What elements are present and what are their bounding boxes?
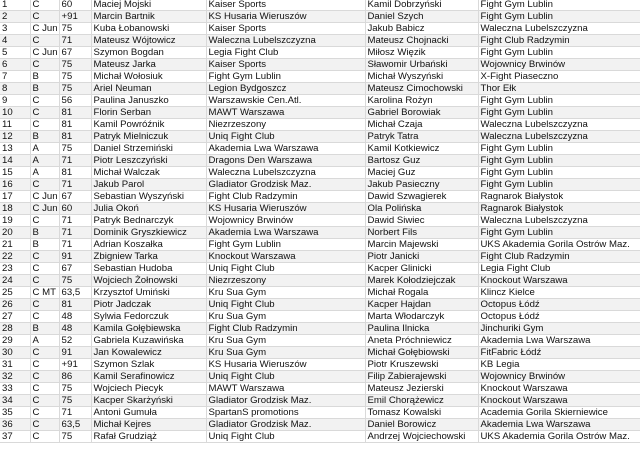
table-row[interactable] <box>0 263 640 275</box>
blue-fighter-cell[interactable]: Mateusz Cimochowski <box>365 83 478 95</box>
weight-cell[interactable]: 71 <box>59 227 91 239</box>
red-club-cell[interactable]: Uniq Fight Club <box>206 431 365 443</box>
red-club-cell[interactable]: Kaiser Sports <box>206 59 365 71</box>
table-row[interactable] <box>0 251 640 263</box>
red-fighter-cell[interactable]: Patryk Mielniczuk <box>91 131 206 143</box>
bout-number-cell[interactable]: 3 <box>0 23 30 35</box>
blue-club-cell[interactable]: Legia Fight Club <box>478 263 640 275</box>
blue-club-cell[interactable]: Klincz Kielce <box>478 287 640 299</box>
red-fighter-cell[interactable]: Krzysztof Umiński <box>91 287 206 299</box>
red-club-cell[interactable]: Gladiator Grodzisk Maz. <box>206 419 365 431</box>
bout-number-cell[interactable]: 28 <box>0 323 30 335</box>
red-fighter-cell[interactable]: Kacper Skarżyński <box>91 395 206 407</box>
class-cell[interactable]: C Jun <box>30 23 59 35</box>
blue-fighter-cell[interactable]: Michał Czaja <box>365 119 478 131</box>
red-fighter-cell[interactable]: Sebastian Hudoba <box>91 263 206 275</box>
bout-number-cell[interactable]: 36 <box>0 419 30 431</box>
weight-cell[interactable]: 60 <box>59 203 91 215</box>
table-row[interactable] <box>0 179 640 191</box>
table-row[interactable] <box>0 323 640 335</box>
red-club-cell[interactable]: Kru Sua Gym <box>206 287 365 299</box>
weight-cell[interactable]: +91 <box>59 11 91 23</box>
red-club-cell[interactable]: MAWT Warszawa <box>206 383 365 395</box>
bout-number-cell[interactable]: 9 <box>0 95 30 107</box>
bout-number-cell[interactable]: 29 <box>0 335 30 347</box>
blue-fighter-cell[interactable]: Patryk Tatra <box>365 131 478 143</box>
weight-cell[interactable]: 63,5 <box>59 419 91 431</box>
table-row[interactable] <box>0 59 640 71</box>
table-row[interactable] <box>0 419 640 431</box>
red-fighter-cell[interactable]: Szymon Bogdan <box>91 47 206 59</box>
blue-fighter-cell[interactable]: Kacper Hajdan <box>365 299 478 311</box>
blue-club-cell[interactable]: Knockout Warszawa <box>478 395 640 407</box>
blue-fighter-cell[interactable]: Marek Kołodziejczak <box>365 275 478 287</box>
blue-club-cell[interactable]: Fight Club Radzymin <box>478 251 640 263</box>
red-club-cell[interactable]: Wojownicy Brwinów <box>206 215 365 227</box>
table-row[interactable] <box>0 311 640 323</box>
blue-club-cell[interactable]: Fight Gym Lublin <box>478 95 640 107</box>
red-fighter-cell[interactable]: Kamila Gołębiewska <box>91 323 206 335</box>
blue-fighter-cell[interactable]: Miłosz Więzik <box>365 47 478 59</box>
table-row[interactable] <box>0 119 640 131</box>
weight-cell[interactable]: 67 <box>59 263 91 275</box>
blue-fighter-cell[interactable]: Kamil Dobrzyński <box>365 0 478 11</box>
bout-number-cell[interactable]: 4 <box>0 35 30 47</box>
class-cell[interactable]: C <box>30 35 59 47</box>
class-cell[interactable]: A <box>30 335 59 347</box>
blue-club-cell[interactable]: Waleczna Lubelszczyzna <box>478 131 640 143</box>
class-cell[interactable]: B <box>30 227 59 239</box>
weight-cell[interactable]: 81 <box>59 299 91 311</box>
weight-cell[interactable]: 75 <box>59 143 91 155</box>
weight-cell[interactable]: 71 <box>59 35 91 47</box>
blue-club-cell[interactable]: FitFabric Łódź <box>478 347 640 359</box>
table-row[interactable] <box>0 275 640 287</box>
blue-fighter-cell[interactable]: Filip Zabierajewski <box>365 371 478 383</box>
bout-number-cell[interactable]: 5 <box>0 47 30 59</box>
bout-number-cell[interactable]: 18 <box>0 203 30 215</box>
class-cell[interactable]: A <box>30 167 59 179</box>
red-fighter-cell[interactable]: Jakub Parol <box>91 179 206 191</box>
class-cell[interactable]: C <box>30 359 59 371</box>
bout-number-cell[interactable]: 20 <box>0 227 30 239</box>
red-fighter-cell[interactable]: Sebastian Wyszyński <box>91 191 206 203</box>
class-cell[interactable]: C <box>30 311 59 323</box>
blue-fighter-cell[interactable]: Jakub Babicz <box>365 23 478 35</box>
weight-cell[interactable]: 75 <box>59 83 91 95</box>
class-cell[interactable]: C <box>30 263 59 275</box>
weight-cell[interactable]: 52 <box>59 335 91 347</box>
table-row[interactable] <box>0 71 640 83</box>
bout-number-cell[interactable]: 7 <box>0 71 30 83</box>
red-club-cell[interactable]: Legion Bydgoszcz <box>206 83 365 95</box>
blue-fighter-cell[interactable]: Kacper Glinicki <box>365 263 478 275</box>
blue-club-cell[interactable]: Fight Gym Lublin <box>478 47 640 59</box>
bout-number-cell[interactable]: 19 <box>0 215 30 227</box>
table-row[interactable] <box>0 47 640 59</box>
red-fighter-cell[interactable]: Kuba Łobanowski <box>91 23 206 35</box>
table-row[interactable] <box>0 203 640 215</box>
weight-cell[interactable]: 60 <box>59 0 91 11</box>
blue-fighter-cell[interactable]: Ola Polińska <box>365 203 478 215</box>
blue-fighter-cell[interactable]: Dawid Siwiec <box>365 215 478 227</box>
red-club-cell[interactable]: KS Husaria Wieruszów <box>206 11 365 23</box>
bout-number-cell[interactable]: 14 <box>0 155 30 167</box>
blue-fighter-cell[interactable]: Mateusz Chojnacki <box>365 35 478 47</box>
blue-club-cell[interactable]: UKS Akademia Gorila Ostrów Maz. <box>478 431 640 443</box>
red-club-cell[interactable]: Kaiser Sports <box>206 0 365 11</box>
table-row[interactable] <box>0 239 640 251</box>
class-cell[interactable]: A <box>30 143 59 155</box>
blue-club-cell[interactable]: Fight Club Radzymin <box>478 35 640 47</box>
weight-cell[interactable]: 81 <box>59 167 91 179</box>
red-club-cell[interactable]: Kru Sua Gym <box>206 347 365 359</box>
red-fighter-cell[interactable]: Wojciech Piecyk <box>91 383 206 395</box>
red-fighter-cell[interactable]: Kamil Powróźnik <box>91 119 206 131</box>
weight-cell[interactable]: 81 <box>59 119 91 131</box>
bout-number-cell[interactable]: 23 <box>0 263 30 275</box>
red-club-cell[interactable]: Kaiser Sports <box>206 23 365 35</box>
red-fighter-cell[interactable]: Patryk Bednarczyk <box>91 215 206 227</box>
weight-cell[interactable]: 86 <box>59 371 91 383</box>
table-row[interactable] <box>0 0 640 11</box>
blue-fighter-cell[interactable]: Bartosz Guz <box>365 155 478 167</box>
table-row[interactable] <box>0 215 640 227</box>
table-row[interactable] <box>0 155 640 167</box>
table-row[interactable] <box>0 131 640 143</box>
class-cell[interactable]: B <box>30 131 59 143</box>
red-club-cell[interactable]: Waleczna Lubelszczyzna <box>206 167 365 179</box>
red-fighter-cell[interactable]: Jan Kowalewicz <box>91 347 206 359</box>
bout-number-cell[interactable]: 17 <box>0 191 30 203</box>
weight-cell[interactable]: 81 <box>59 107 91 119</box>
blue-club-cell[interactable]: Waleczna Lubelszczyzna <box>478 215 640 227</box>
table-row[interactable] <box>0 107 640 119</box>
red-club-cell[interactable]: Fight Gym Lublin <box>206 71 365 83</box>
red-club-cell[interactable]: Knockout Warszawa <box>206 251 365 263</box>
red-club-cell[interactable]: Gladiator Grodzisk Maz. <box>206 395 365 407</box>
class-cell[interactable]: B <box>30 323 59 335</box>
blue-fighter-cell[interactable]: Maciej Guz <box>365 167 478 179</box>
blue-fighter-cell[interactable]: Kamil Kotkiewicz <box>365 143 478 155</box>
table-row[interactable] <box>0 371 640 383</box>
blue-club-cell[interactable]: Knockout Warszawa <box>478 275 640 287</box>
blue-fighter-cell[interactable]: Karolina Rożyn <box>365 95 478 107</box>
red-fighter-cell[interactable]: Dominik Gryszkiewicz <box>91 227 206 239</box>
blue-club-cell[interactable]: Ragnarok Białystok <box>478 191 640 203</box>
red-fighter-cell[interactable]: Adrian Koszałka <box>91 239 206 251</box>
blue-fighter-cell[interactable]: Mateusz Jezierski <box>365 383 478 395</box>
red-club-cell[interactable]: Fight Gym Lublin <box>206 239 365 251</box>
red-club-cell[interactable]: Kru Sua Gym <box>206 311 365 323</box>
red-fighter-cell[interactable]: Julia Okoń <box>91 203 206 215</box>
blue-club-cell[interactable]: Fight Gym Lublin <box>478 143 640 155</box>
class-cell[interactable]: C <box>30 59 59 71</box>
weight-cell[interactable]: 48 <box>59 311 91 323</box>
red-club-cell[interactable]: Dragons Den Warszawa <box>206 155 365 167</box>
red-fighter-cell[interactable]: Sylwia Fedorczuk <box>91 311 206 323</box>
blue-fighter-cell[interactable]: Aneta Próchniewicz <box>365 335 478 347</box>
red-fighter-cell[interactable]: Piotr Jadczak <box>91 299 206 311</box>
bout-number-cell[interactable]: 24 <box>0 275 30 287</box>
blue-fighter-cell[interactable]: Daniel Szych <box>365 11 478 23</box>
weight-cell[interactable]: +91 <box>59 359 91 371</box>
table-row[interactable] <box>0 143 640 155</box>
blue-fighter-cell[interactable]: Piotr Kruszewski <box>365 359 478 371</box>
blue-club-cell[interactable]: Fight Gym Lublin <box>478 155 640 167</box>
blue-club-cell[interactable]: Octopus Łódź <box>478 311 640 323</box>
class-cell[interactable]: C Jun <box>30 203 59 215</box>
blue-fighter-cell[interactable]: Michał Wyszyński <box>365 71 478 83</box>
class-cell[interactable]: C <box>30 95 59 107</box>
blue-club-cell[interactable]: Knockout Warszawa <box>478 383 640 395</box>
red-fighter-cell[interactable]: Florin Serban <box>91 107 206 119</box>
bout-number-cell[interactable]: 27 <box>0 311 30 323</box>
class-cell[interactable]: B <box>30 71 59 83</box>
bout-number-cell[interactable]: 25 <box>0 287 30 299</box>
blue-fighter-cell[interactable]: Norbert Fils <box>365 227 478 239</box>
blue-club-cell[interactable]: Fight Gym Lublin <box>478 227 640 239</box>
class-cell[interactable]: B <box>30 239 59 251</box>
bout-number-cell[interactable]: 21 <box>0 239 30 251</box>
class-cell[interactable]: C <box>30 383 59 395</box>
weight-cell[interactable]: 75 <box>59 71 91 83</box>
class-cell[interactable]: C <box>30 371 59 383</box>
table-row[interactable] <box>0 299 640 311</box>
blue-fighter-cell[interactable]: Emil Chorążewicz <box>365 395 478 407</box>
blue-fighter-cell[interactable]: Marta Włodarczyk <box>365 311 478 323</box>
blue-club-cell[interactable]: Jinchuriki Gym <box>478 323 640 335</box>
bout-number-cell[interactable]: 8 <box>0 83 30 95</box>
red-fighter-cell[interactable]: Szymon Szlak <box>91 359 206 371</box>
weight-cell[interactable]: 67 <box>59 191 91 203</box>
table-row[interactable] <box>0 347 640 359</box>
table-row[interactable] <box>0 335 640 347</box>
red-fighter-cell[interactable]: Rafał Grudziąż <box>91 431 206 443</box>
class-cell[interactable]: C <box>30 251 59 263</box>
red-fighter-cell[interactable]: Ariel Neuman <box>91 83 206 95</box>
table-row[interactable] <box>0 35 640 47</box>
weight-cell[interactable]: 71 <box>59 215 91 227</box>
red-club-cell[interactable]: MAWT Warszawa <box>206 107 365 119</box>
table-row[interactable] <box>0 395 640 407</box>
red-club-cell[interactable]: Akademia Lwa Warszawa <box>206 227 365 239</box>
red-fighter-cell[interactable]: Michał Wołosiuk <box>91 71 206 83</box>
blue-club-cell[interactable]: Wojownicy Brwinów <box>478 371 640 383</box>
table-row[interactable] <box>0 431 640 443</box>
red-fighter-cell[interactable]: Paulina Januszko <box>91 95 206 107</box>
red-club-cell[interactable]: SpartanS promotions <box>206 407 365 419</box>
red-fighter-cell[interactable]: Antoni Gumuła <box>91 407 206 419</box>
bout-number-cell[interactable]: 10 <box>0 107 30 119</box>
red-club-cell[interactable]: Uniq Fight Club <box>206 131 365 143</box>
red-club-cell[interactable]: Warszawskie Cen.Atl. <box>206 95 365 107</box>
blue-club-cell[interactable]: Akademia Lwa Warszawa <box>478 419 640 431</box>
bout-number-cell[interactable]: 26 <box>0 299 30 311</box>
red-club-cell[interactable]: Fight Club Radzymin <box>206 191 365 203</box>
class-cell[interactable]: C <box>30 431 59 443</box>
table-row[interactable] <box>0 23 640 35</box>
bout-number-cell[interactable]: 32 <box>0 371 30 383</box>
red-fighter-cell[interactable]: Piotr Leszczyński <box>91 155 206 167</box>
class-cell[interactable]: C Jun <box>30 47 59 59</box>
weight-cell[interactable]: 75 <box>59 383 91 395</box>
red-fighter-cell[interactable]: Mateusz Wójtowicz <box>91 35 206 47</box>
blue-club-cell[interactable]: Fight Gym Lublin <box>478 107 640 119</box>
weight-cell[interactable]: 56 <box>59 95 91 107</box>
bout-number-cell[interactable]: 2 <box>0 11 30 23</box>
table-row[interactable] <box>0 167 640 179</box>
bout-number-cell[interactable]: 35 <box>0 407 30 419</box>
blue-club-cell[interactable]: Academia Gorila Skierniewice <box>478 407 640 419</box>
table-row[interactable] <box>0 83 640 95</box>
red-fighter-cell[interactable]: Michał Walczak <box>91 167 206 179</box>
bout-number-cell[interactable]: 37 <box>0 431 30 443</box>
table-row[interactable] <box>0 359 640 371</box>
red-club-cell[interactable]: KS Husaria Wieruszów <box>206 359 365 371</box>
class-cell[interactable]: C <box>30 0 59 11</box>
red-club-cell[interactable]: Gladiator Grodzisk Maz. <box>206 179 365 191</box>
weight-cell[interactable]: 71 <box>59 179 91 191</box>
blue-club-cell[interactable]: UKS Akademia Gorila Ostrów Maz. <box>478 239 640 251</box>
weight-cell[interactable]: 67 <box>59 47 91 59</box>
class-cell[interactable]: B <box>30 83 59 95</box>
blue-fighter-cell[interactable]: Michał Rogala <box>365 287 478 299</box>
weight-cell[interactable]: 71 <box>59 155 91 167</box>
red-fighter-cell[interactable]: Kamil Serafinowicz <box>91 371 206 383</box>
blue-club-cell[interactable]: Fight Gym Lublin <box>478 0 640 11</box>
red-club-cell[interactable]: Legia Fight Club <box>206 47 365 59</box>
weight-cell[interactable]: 75 <box>59 431 91 443</box>
blue-club-cell[interactable]: KB Legia <box>478 359 640 371</box>
blue-fighter-cell[interactable]: Andrzej Wojciechowski <box>365 431 478 443</box>
red-club-cell[interactable]: Niezrzeszony <box>206 119 365 131</box>
red-club-cell[interactable]: Uniq Fight Club <box>206 299 365 311</box>
class-cell[interactable]: C <box>30 11 59 23</box>
class-cell[interactable]: C <box>30 215 59 227</box>
bout-number-cell[interactable]: 1 <box>0 0 30 11</box>
red-club-cell[interactable]: Kru Sua Gym <box>206 335 365 347</box>
table-row[interactable] <box>0 383 640 395</box>
weight-cell[interactable]: 75 <box>59 275 91 287</box>
class-cell[interactable]: C <box>30 119 59 131</box>
class-cell[interactable]: C MT <box>30 287 59 299</box>
blue-fighter-cell[interactable]: Paulina Ilnicka <box>365 323 478 335</box>
weight-cell[interactable]: 71 <box>59 407 91 419</box>
blue-club-cell[interactable]: X-Fight Piaseczno <box>478 71 640 83</box>
weight-cell[interactable]: 81 <box>59 131 91 143</box>
blue-club-cell[interactable]: Fight Gym Lublin <box>478 11 640 23</box>
weight-cell[interactable]: 75 <box>59 59 91 71</box>
class-cell[interactable]: C <box>30 275 59 287</box>
bout-number-cell[interactable]: 16 <box>0 179 30 191</box>
red-club-cell[interactable]: KS Husaria Wieruszów <box>206 203 365 215</box>
class-cell[interactable]: C <box>30 347 59 359</box>
red-fighter-cell[interactable]: Gabriela Kuzawińska <box>91 335 206 347</box>
red-fighter-cell[interactable]: Zbigniew Tarka <box>91 251 206 263</box>
table-row[interactable] <box>0 95 640 107</box>
red-fighter-cell[interactable]: Marcin Bartnik <box>91 11 206 23</box>
red-club-cell[interactable]: Waleczna Lubelszczyzna <box>206 35 365 47</box>
blue-fighter-cell[interactable]: Tomasz Kowalski <box>365 407 478 419</box>
bout-number-cell[interactable]: 31 <box>0 359 30 371</box>
class-cell[interactable]: C <box>30 395 59 407</box>
blue-fighter-cell[interactable]: Daniel Borowicz <box>365 419 478 431</box>
red-club-cell[interactable]: Fight Club Radzymin <box>206 323 365 335</box>
table-row[interactable] <box>0 287 640 299</box>
table-row[interactable] <box>0 191 640 203</box>
red-club-cell[interactable]: Akademia Lwa Warszawa <box>206 143 365 155</box>
weight-cell[interactable]: 63,5 <box>59 287 91 299</box>
weight-cell[interactable]: 75 <box>59 23 91 35</box>
bout-number-cell[interactable]: 11 <box>0 119 30 131</box>
blue-fighter-cell[interactable]: Sławomir Urbański <box>365 59 478 71</box>
blue-club-cell[interactable]: Octopus Łódź <box>478 299 640 311</box>
blue-club-cell[interactable]: Wojownicy Brwinów <box>478 59 640 71</box>
weight-cell[interactable]: 91 <box>59 251 91 263</box>
blue-fighter-cell[interactable]: Gabriel Borowiak <box>365 107 478 119</box>
class-cell[interactable]: C <box>30 419 59 431</box>
red-fighter-cell[interactable]: Mateusz Jarka <box>91 59 206 71</box>
blue-club-cell[interactable]: Fight Gym Lublin <box>478 179 640 191</box>
table-row[interactable] <box>0 227 640 239</box>
blue-club-cell[interactable]: Thor Ełk <box>478 83 640 95</box>
red-fighter-cell[interactable]: Daniel Strzemiński <box>91 143 206 155</box>
class-cell[interactable]: A <box>30 155 59 167</box>
class-cell[interactable]: C <box>30 107 59 119</box>
weight-cell[interactable]: 91 <box>59 347 91 359</box>
weight-cell[interactable]: 71 <box>59 239 91 251</box>
blue-club-cell[interactable]: Fight Gym Lublin <box>478 167 640 179</box>
blue-fighter-cell[interactable]: Marcin Majewski <box>365 239 478 251</box>
red-club-cell[interactable]: Uniq Fight Club <box>206 263 365 275</box>
class-cell[interactable]: C Jun <box>30 191 59 203</box>
blue-fighter-cell[interactable]: Dawid Szwagierek <box>365 191 478 203</box>
blue-club-cell[interactable]: Waleczna Lubelszczyzna <box>478 119 640 131</box>
bout-number-cell[interactable]: 12 <box>0 131 30 143</box>
bout-number-cell[interactable]: 6 <box>0 59 30 71</box>
class-cell[interactable]: C <box>30 407 59 419</box>
bout-number-cell[interactable]: 33 <box>0 383 30 395</box>
red-club-cell[interactable]: Niezrzeszony <box>206 275 365 287</box>
table-row[interactable] <box>0 11 640 23</box>
bout-number-cell[interactable]: 22 <box>0 251 30 263</box>
red-fighter-cell[interactable]: Maciej Mojski <box>91 0 206 11</box>
weight-cell[interactable]: 48 <box>59 323 91 335</box>
blue-fighter-cell[interactable]: Michał Gołębiowski <box>365 347 478 359</box>
red-club-cell[interactable]: Uniq Fight Club <box>206 371 365 383</box>
blue-club-cell[interactable]: Akademia Lwa Warszawa <box>478 335 640 347</box>
bout-number-cell[interactable]: 34 <box>0 395 30 407</box>
red-fighter-cell[interactable]: Wojciech Żołnowski <box>91 275 206 287</box>
class-cell[interactable]: C <box>30 179 59 191</box>
bout-number-cell[interactable]: 13 <box>0 143 30 155</box>
blue-club-cell[interactable]: Waleczna Lubelszczyzna <box>478 23 640 35</box>
bout-number-cell[interactable]: 30 <box>0 347 30 359</box>
blue-club-cell[interactable]: Ragnarok Białystok <box>478 203 640 215</box>
class-cell[interactable]: C <box>30 299 59 311</box>
blue-fighter-cell[interactable]: Jakub Pasieczny <box>365 179 478 191</box>
table-row[interactable] <box>0 407 640 419</box>
bout-number-cell[interactable]: 15 <box>0 167 30 179</box>
blue-fighter-cell[interactable]: Piotr Janicki <box>365 251 478 263</box>
red-fighter-cell[interactable]: Michał Kejres <box>91 419 206 431</box>
weight-cell[interactable]: 75 <box>59 395 91 407</box>
